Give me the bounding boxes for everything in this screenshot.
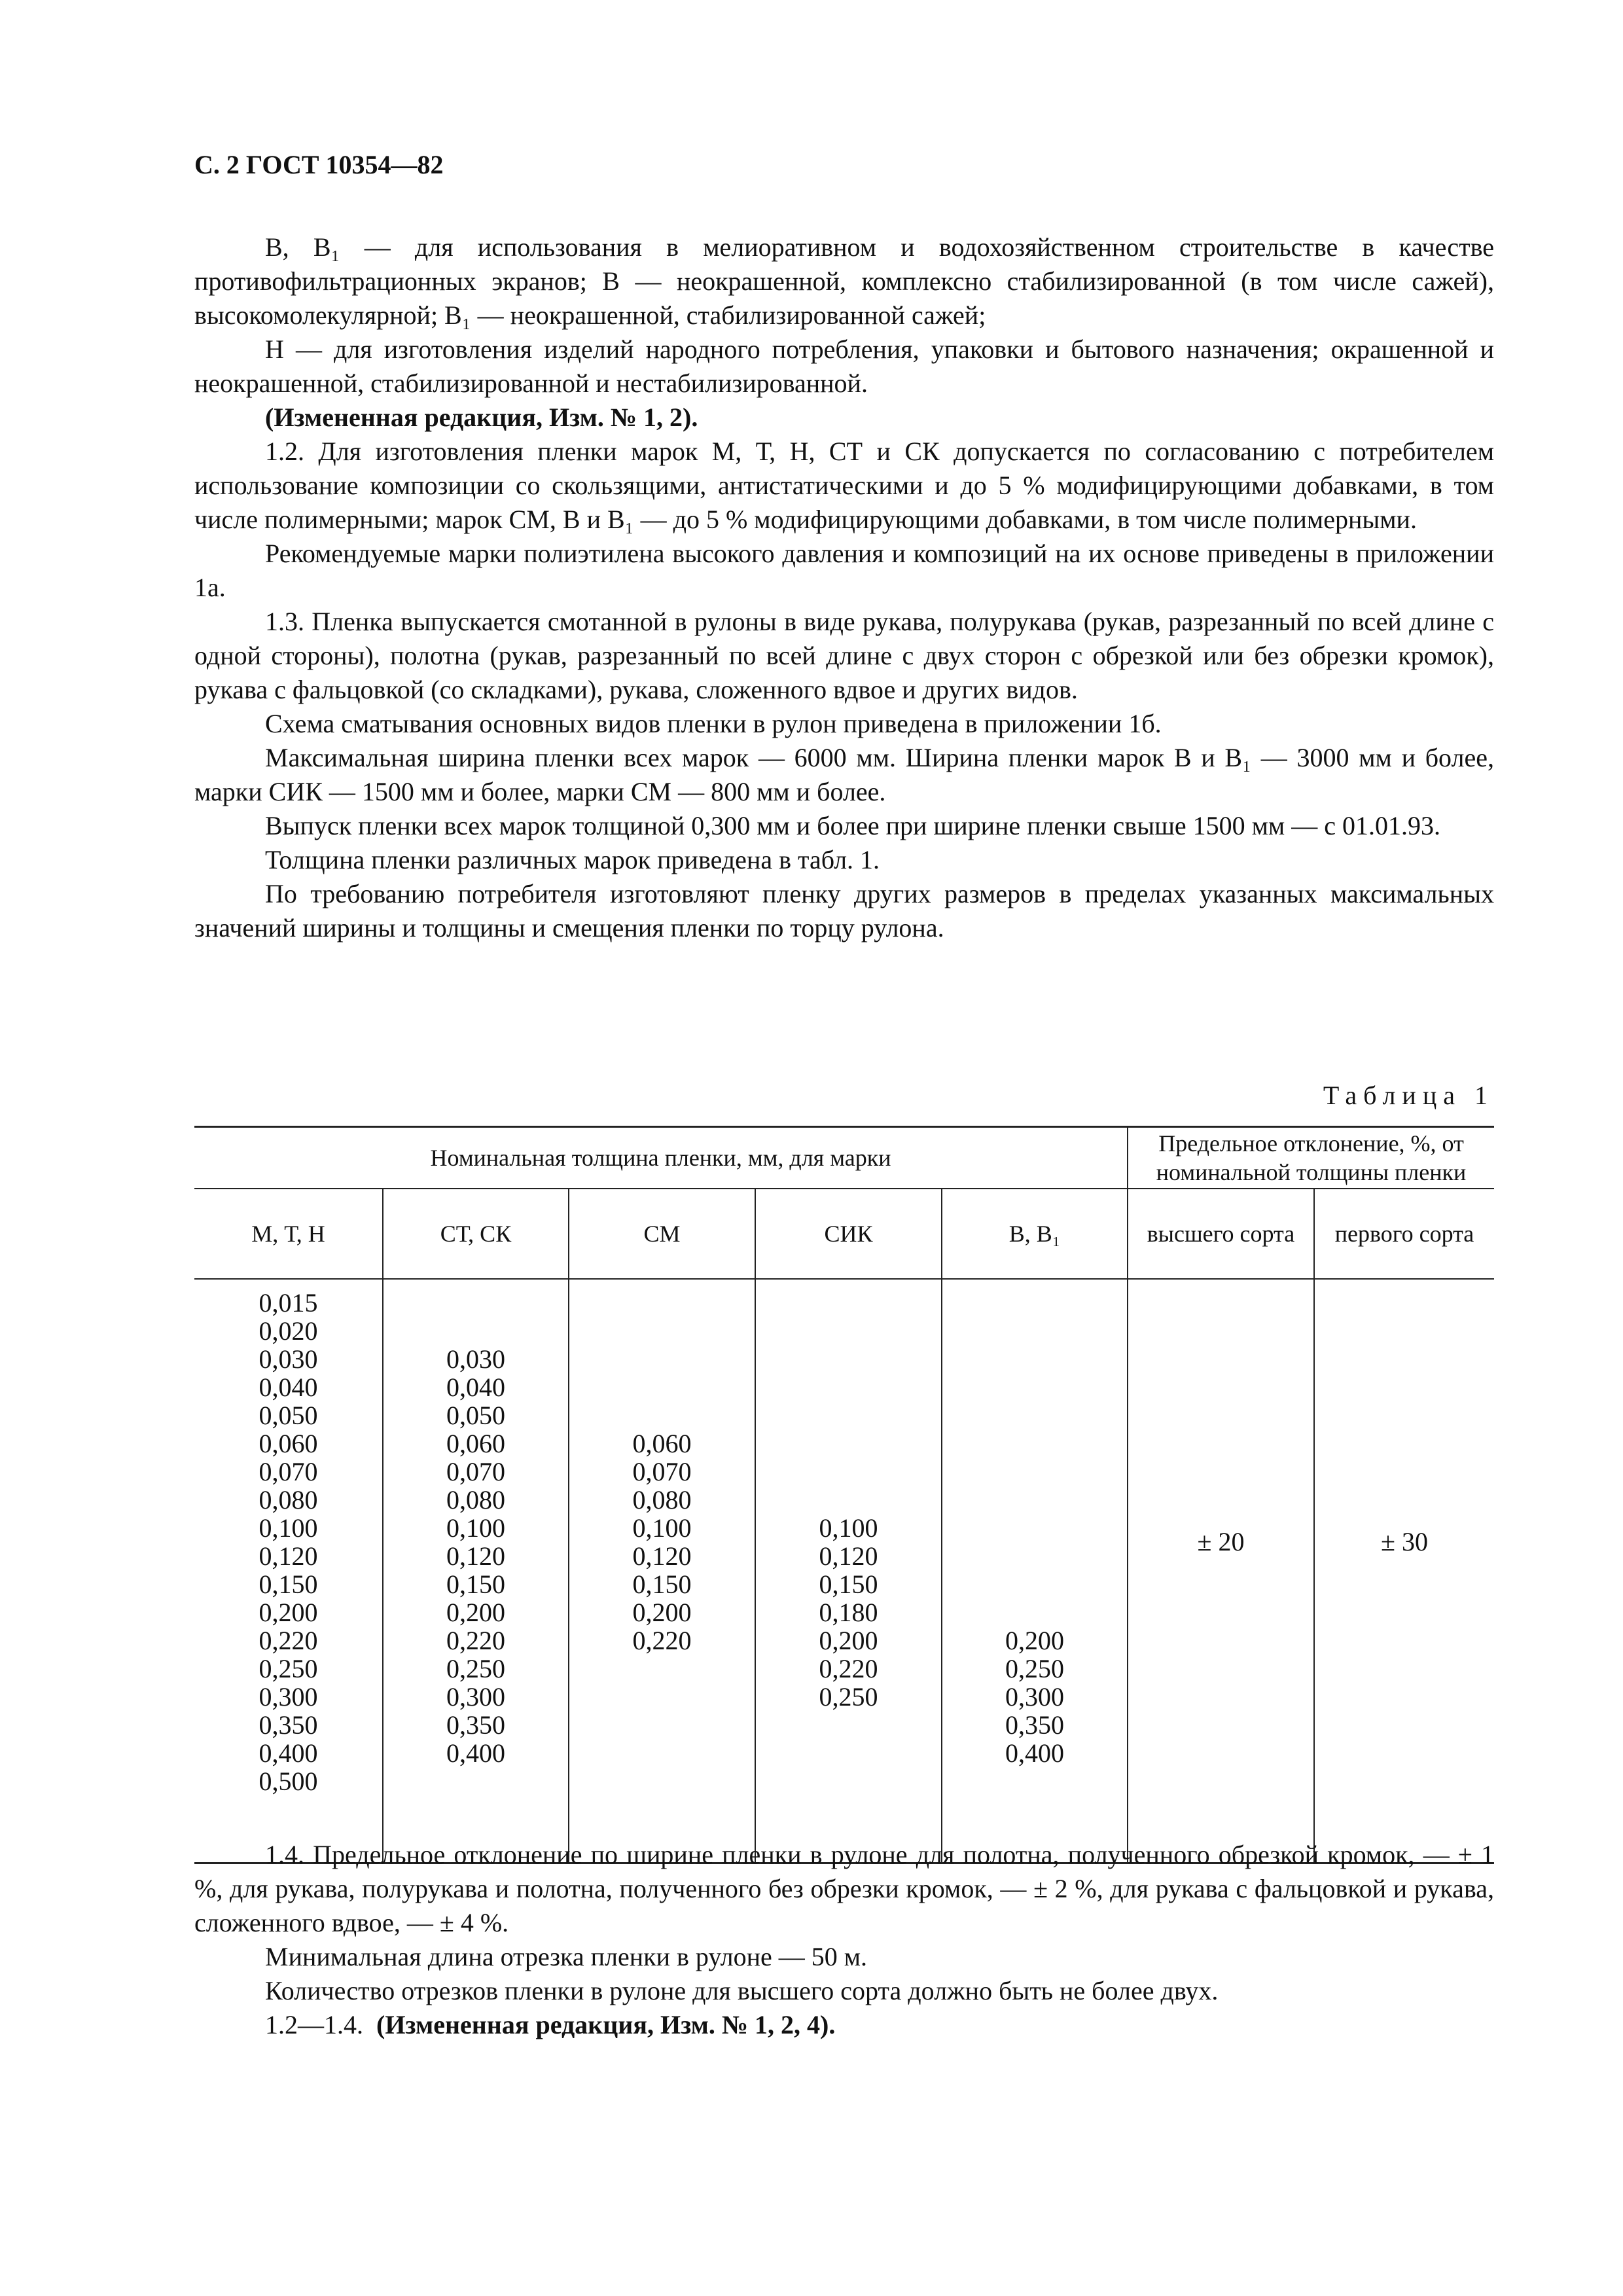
thickness-value: 0,030 bbox=[446, 1344, 505, 1374]
deviation-first-grade: ± 30 bbox=[1314, 1279, 1494, 1863]
thickness-value: 0,080 bbox=[446, 1485, 505, 1515]
thickness-value: 0,200 bbox=[259, 1598, 318, 1627]
paragraph-1-4: 1.4. Предельное отклонение по ширине пленки в рулоне для полотна, полученного обрезкой кромок, — ± 1 %, для рукава, полурукава и полотна, полученного без обрезки кромок, — ± 2 %, для рукава с фальцовкой и рукава, сложенного вдвое, — ± 4 %. bbox=[194, 1840, 1494, 1937]
thickness-value: 0,350 bbox=[446, 1710, 505, 1740]
column-values-st-sk bbox=[383, 1279, 569, 1863]
thickness-value: 0,080 bbox=[259, 1485, 318, 1515]
thickness-table-wrap bbox=[194, 1126, 1494, 1825]
thickness-value: 0,220 bbox=[259, 1626, 318, 1655]
thickness-value: 0,100 bbox=[819, 1513, 878, 1543]
table-caption: Таблица 1 bbox=[1323, 1081, 1494, 1110]
thickness-value: 0,300 bbox=[446, 1682, 505, 1712]
thickness-value: 0,100 bbox=[632, 1513, 692, 1543]
paragraph-1-3: 1.3. Пленка выпускается смотанной в рулоны в виде рукава, полурукава (рукав, разрезанный по всей длине с одной стороны), полотна (рукав, разрезанный по всей длине с двух сторон с обрезкой или без обрезки кромок), рукава с фальцовкой (со складками), рукава, сложенного вдвое и других видов. bbox=[194, 607, 1494, 704]
thickness-value: 0,060 bbox=[446, 1429, 505, 1458]
header-deviation: Предельное отклонение, %, от номинальной толщины пленки bbox=[1128, 1127, 1494, 1189]
paragraph-release-date: Выпуск пленки всех марок толщиной 0,300 мм и более при ширине пленки свыше 1500 мм — с 01.01.93. bbox=[265, 811, 1440, 840]
body-text-top bbox=[194, 230, 1494, 945]
column-values-sm bbox=[569, 1279, 755, 1863]
thickness-value: 0,400 bbox=[446, 1738, 505, 1768]
header-col-sik: СИК bbox=[755, 1189, 942, 1279]
amendment-note-1-2-1-4 bbox=[194, 2008, 1494, 2042]
paragraph-segment-count: Количество отрезков пленки в рулоне для высшего сорта должно быть не более двух. bbox=[265, 1976, 1219, 2005]
thickness-value: 0,150 bbox=[819, 1570, 878, 1599]
paragraph-max-width: Максимальная ширина пленки всех марок — 6000 мм. Ширина пленки марок В и В₁ — 3000 мм и более, марки СИК — 1500 мм и более, марки СМ — 800 мм и более. bbox=[194, 743, 1494, 806]
column-values-v-v1 bbox=[942, 1279, 1128, 1863]
thickness-value: 0,200 bbox=[446, 1598, 505, 1627]
thickness-value: 0,220 bbox=[819, 1654, 878, 1683]
thickness-value: 0,300 bbox=[1005, 1682, 1064, 1712]
thickness-value: 0,050 bbox=[446, 1401, 505, 1430]
column-values-m-t-n bbox=[194, 1279, 383, 1863]
thickness-value: 0,250 bbox=[1005, 1654, 1064, 1683]
paragraph-grades-v: В, В₁ — для использования в мелиоративном и водохозяйственном строительстве в качестве противофильтрационных экранов; В — неокрашенной, комплексно стабилизированной (в том числе сажей), высокомолекулярной; В₁ — неокрашенной, стабилизированной сажей; bbox=[194, 232, 1494, 330]
thickness-value: 0,120 bbox=[632, 1541, 692, 1571]
thickness-value: 0,040 bbox=[259, 1372, 318, 1402]
thickness-value: 0,100 bbox=[446, 1513, 505, 1543]
thickness-value: 0,150 bbox=[259, 1570, 318, 1599]
thickness-table bbox=[194, 1126, 1494, 1864]
thickness-value: 0,300 bbox=[259, 1682, 318, 1712]
thickness-value: 0,060 bbox=[632, 1429, 692, 1458]
thickness-value: 0,500 bbox=[259, 1767, 318, 1796]
thickness-value: 0,120 bbox=[446, 1541, 505, 1571]
thickness-value: 0,400 bbox=[259, 1738, 318, 1768]
thickness-value: 0,400 bbox=[1005, 1738, 1064, 1768]
header-col-sm: СМ bbox=[569, 1189, 755, 1279]
paragraph-customer-request: По требованию потребителя изготовляют пленку других размеров в пределах указанных максимальных значений ширины и толщины и смещения пленки по торцу рулона. bbox=[194, 879, 1494, 942]
thickness-value: 0,250 bbox=[819, 1682, 878, 1712]
thickness-value: 0,030 bbox=[259, 1344, 318, 1374]
thickness-value: 0,070 bbox=[632, 1457, 692, 1486]
thickness-value: 0,120 bbox=[259, 1541, 318, 1571]
thickness-value: 0,250 bbox=[446, 1654, 505, 1683]
header-col-first-grade: первого сорта bbox=[1314, 1189, 1494, 1279]
header-col-highest-grade: высшего сорта bbox=[1128, 1189, 1314, 1279]
thickness-value: 0,150 bbox=[446, 1570, 505, 1599]
thickness-value: 0,200 bbox=[632, 1598, 692, 1627]
thickness-value: 0,070 bbox=[259, 1457, 318, 1486]
thickness-value: 0,040 bbox=[446, 1372, 505, 1402]
deviation-highest-grade: ± 20 bbox=[1128, 1279, 1314, 1863]
thickness-value: 0,015 bbox=[259, 1288, 318, 1318]
paragraph-winding-scheme: Схема сматывания основных видов пленки в рулон приведена в приложении 1б. bbox=[265, 709, 1162, 738]
thickness-value: 0,220 bbox=[446, 1626, 505, 1655]
thickness-value: 0,100 bbox=[259, 1513, 318, 1543]
thickness-value: 0,020 bbox=[259, 1316, 318, 1346]
thickness-value: 0,080 bbox=[632, 1485, 692, 1515]
paragraph-1-2: 1.2. Для изготовления пленки марок М, Т, Н, СТ и СК допускается по согласованию с потребителем использование композиции со скользящими, антистатическими и до 5 % модифицирующими добавками, в том числе полимерными; марок СМ, В и В₁ — до 5 % модифицирующими добавками, в том числе полимерными. bbox=[194, 437, 1494, 534]
amendment-prefix: 1.2—1.4. bbox=[265, 2010, 363, 2039]
header-col-st-sk: СТ, СК bbox=[383, 1189, 569, 1279]
thickness-value: 0,060 bbox=[259, 1429, 318, 1458]
thickness-value: 0,070 bbox=[446, 1457, 505, 1486]
thickness-value: 0,200 bbox=[1005, 1626, 1064, 1655]
thickness-value: 0,200 bbox=[819, 1626, 878, 1655]
paragraph-thickness-ref: Толщина пленки различных марок приведена в табл. 1. bbox=[265, 845, 880, 874]
thickness-value: 0,220 bbox=[632, 1626, 692, 1655]
thickness-value: 0,180 bbox=[819, 1598, 878, 1627]
paragraph-recommended-grades: Рекомендуемые марки полиэтилена высокого давления и композиций на их основе приведены в приложении 1а. bbox=[194, 539, 1494, 602]
amendment-note-1-2: (Измененная редакция, Изм. № 1, 2). bbox=[265, 403, 698, 432]
page-header: С. 2 ГОСТ 10354—82 bbox=[194, 150, 444, 179]
thickness-value: 0,120 bbox=[819, 1541, 878, 1571]
amendment-bold: (Измененная редакция, Изм. № 1, 2, 4). bbox=[376, 2010, 836, 2039]
thickness-value: 0,050 bbox=[259, 1401, 318, 1430]
thickness-value: 0,250 bbox=[259, 1654, 318, 1683]
column-values-sik bbox=[755, 1279, 942, 1863]
body-text-bottom bbox=[194, 1838, 1494, 2042]
header-col-m-t-n: М, Т, Н bbox=[194, 1189, 383, 1279]
thickness-value: 0,150 bbox=[632, 1570, 692, 1599]
header-nominal-thickness: Номинальная толщина пленки, мм, для марки bbox=[194, 1127, 1128, 1189]
header-col-v-v1: В, В₁ bbox=[942, 1189, 1128, 1279]
paragraph-min-length: Минимальная длина отрезка пленки в рулоне — 50 м. bbox=[265, 1942, 868, 1971]
thickness-value: 0,350 bbox=[259, 1710, 318, 1740]
thickness-value: 0,350 bbox=[1005, 1710, 1064, 1740]
paragraph-grade-n: Н — для изготовления изделий народного потребления, упаковки и бытового назначения; окрашенной и неокрашенной, стабилизированной и нестабилизированной. bbox=[194, 334, 1494, 398]
